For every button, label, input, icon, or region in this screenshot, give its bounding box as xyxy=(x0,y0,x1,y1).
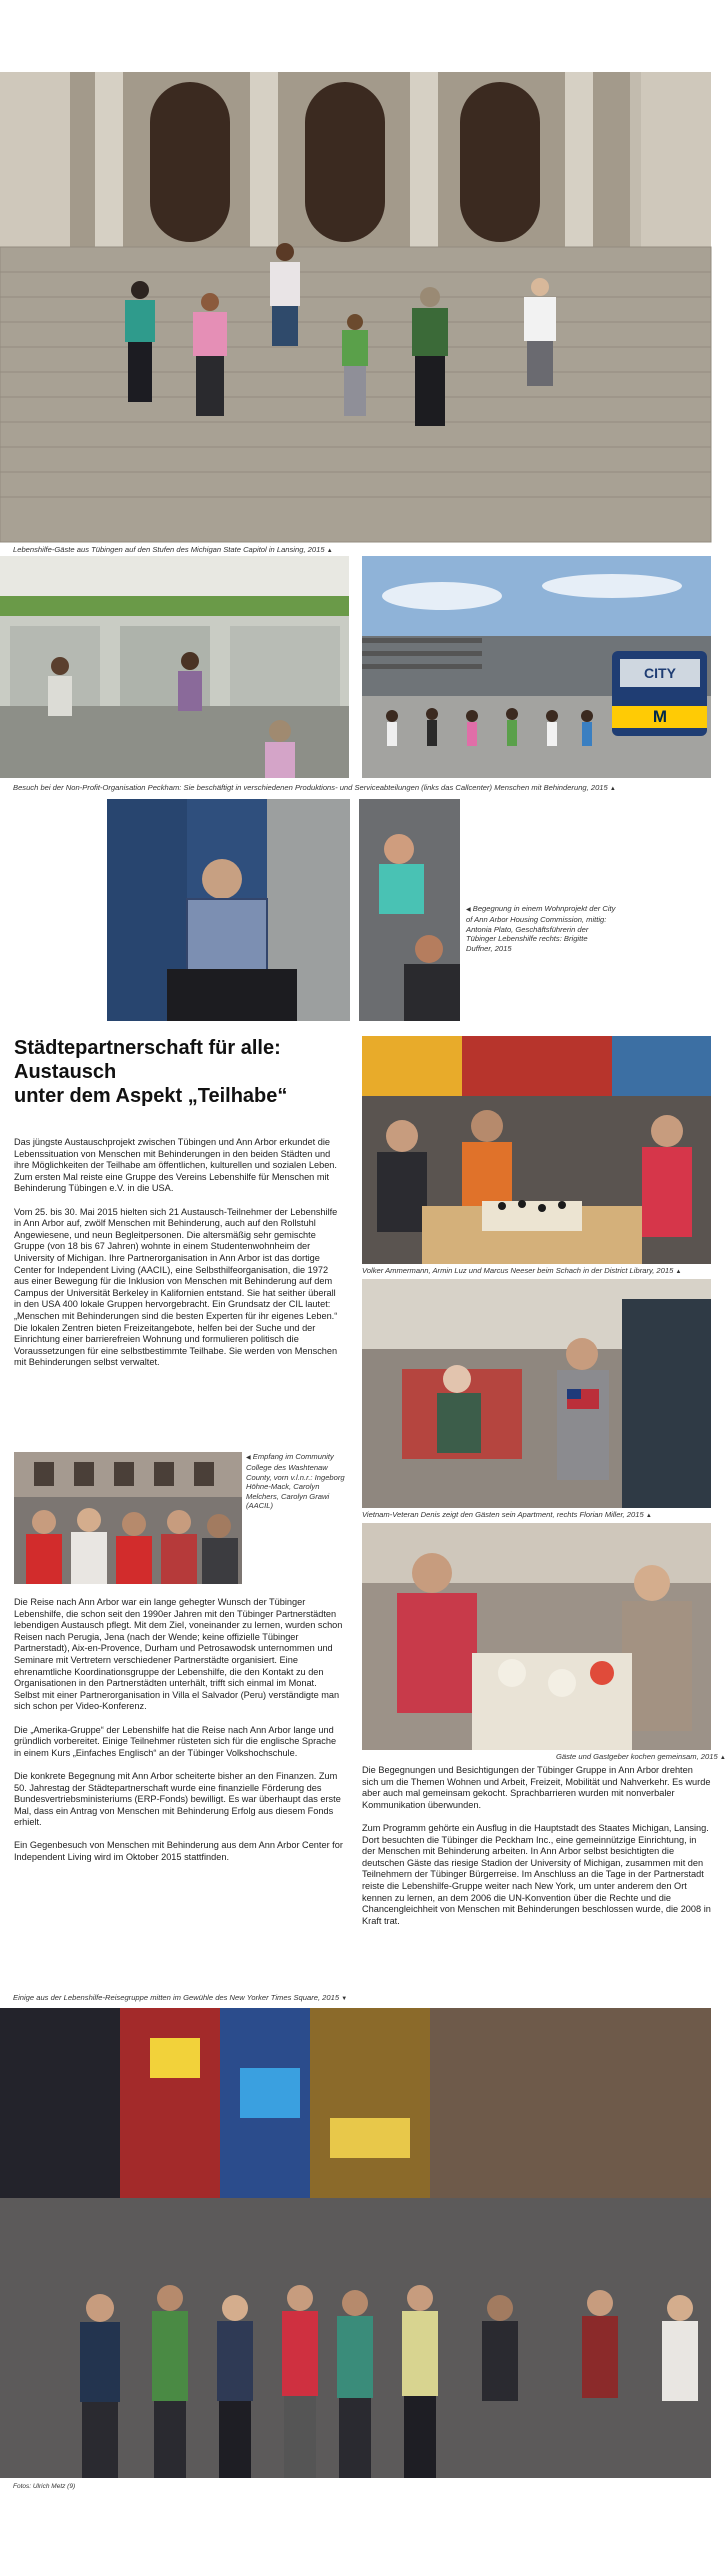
paragraph: Das jüngste Austauschprojekt zwischen Tübingen und Ann Arbor erkundet die Lebenssituation von Menschen mit Behinderungen in den beiden Städten und ihre Möglichkeiten der Teilhabe am öffentlichen, kulturellen und sozialen Leben. Zum ersten Mal reiste eine Gruppe des Vereins Lebenshilfe für Menschen mit Behinderung Tübingen e.V. in die USA. xyxy=(14,1137,337,1194)
veteran-photo xyxy=(362,1279,711,1508)
caption-arrow-icon: ◀ xyxy=(246,1455,251,1461)
article-body-left-1 xyxy=(14,1137,344,1380)
caption-housing-text: Begegnung in einem Wohnprojekt der City of Ann Arbor Housing Commission, mittig: Antonia Plato, Geschäftsführerin der Tübinger Lebenshilfe rechts: Brigitte Duffner, 2015 xyxy=(466,904,616,953)
caption-housing xyxy=(466,904,616,953)
times-square-photo xyxy=(0,2008,711,2478)
caption-veteran xyxy=(362,1510,652,1521)
caption-arrow-icon: ▲ xyxy=(326,548,333,554)
paragraph: Vom 25. bis 30. Mai 2015 hielten sich 21 Austausch-Teilnehmer der Lebenshilfe in Ann Arbor auf, zwölf Menschen mit Behinderung, auch auf den Rollstuhl Angewiesene, und neun Begleitpersonen. Die altersmäßig sehr gemischte Gruppe (von 18 bis 67 Jahren) wohnte in einem Studentenwohnheim der University of Michigan. Ihre Partnerorganisation in Ann Arbor ist das dortige Center for Independent Living (AACIL), eine Selbsthilfeorganisation, die 1972 aus einer Bewegung für die Inklusion von Menschen mit Behinderung auf dem Campus der Universität Berkeley in Kalifornien entstand. Sie hat seither überall in den USA 400 lokale Gruppen hervorgebracht. Ein Grundsatz der CIL lautet: „Menschen mit Behinderungen sind die besten Experten für ihr eigenes Leben.“ Die lokalen Zentren bieten Freizeitangebote, helfen bei der Suche und der Einrichtung einer barrierefreien Wohnung und formulieren politisch die Voraussetzungen für eine selbstbestimmte Teilhabe. Sie werden von Menschen mit Behinderungen selbst verwaltet. xyxy=(14,1206,338,1368)
caption-times-square xyxy=(13,1993,347,2004)
callcenter-photo xyxy=(0,556,349,778)
caption-cooking-text: Gäste und Gastgeber kochen gemeinsam, 2015 xyxy=(556,1752,718,1761)
caption-peckham-text: Besuch bei der Non-Profit-Organisation Peckham: Sie beschäftigt in verschiedenen Produktions- und Serviceabteilungen (links das Callcenter) Menschen mit Behinderung, 2015 xyxy=(13,783,608,792)
paragraph: Ein Gegenbesuch von Menschen mit Behinderung aus dem Ann Arbor Center for Independent Living wird im Oktober 2015 stattfinden. xyxy=(14,1840,343,1863)
caption-times-square-text: Einige aus der Lebenshilfe-Reisegruppe mitten im Gewühle des New Yorker Times Square, 2015 xyxy=(13,1993,340,2002)
caption-veteran-text: Vietnam-Veteran Denis zeigt den Gästen sein Apartment, rechts Florian Miller, 2015 xyxy=(362,1510,644,1519)
article-body-left-2 xyxy=(14,1597,344,1875)
paragraph: Die Begegnungen und Besichtigungen der Tübinger Gruppe in Ann Arbor drehten sich um die Themen Wohnen und Arbeit, Freizeit, Mobilität und Nahverkehr. Es wurde aber auch mal gemeinsam gekocht. Sprachbarrieren wurden mit nonverbaler Kommunikation überwunden. xyxy=(362,1765,711,1810)
chess-photo xyxy=(362,1036,711,1264)
headline-line-3: unter dem Aspekt „Teilhabe“ xyxy=(14,1085,288,1107)
caption-cooking xyxy=(556,1752,726,1763)
capitol-steps-photo xyxy=(0,72,711,542)
caption-arrow-icon: ▲ xyxy=(719,1755,726,1761)
headline-line-1: Städtepartnerschaft für alle: xyxy=(14,1037,281,1059)
housing-photo-left xyxy=(107,799,350,1021)
caption-peckham xyxy=(13,783,616,794)
caption-arrow-icon: ▲ xyxy=(609,786,616,792)
cooking-photo xyxy=(362,1523,711,1750)
housing-photo-right xyxy=(359,799,460,1021)
caption-arrow-icon: ▲ xyxy=(645,1513,652,1519)
caption-capitol xyxy=(13,545,333,556)
michigan-m-logo: M xyxy=(652,707,668,726)
article-body-right xyxy=(362,1765,711,1939)
reception-photo xyxy=(14,1452,242,1584)
paragraph: Die „Amerika-Gruppe“ der Lebenshilfe hat die Reise nach Ann Arbor lange und gründlich vorbereitet. Einige Teilnehmer rüsteten sich für die englische Sprache in einem Kurs „Einfaches Englisch“ an der Tübinger Volkshochschule. xyxy=(14,1724,337,1758)
photo-credit-text: Fotos: Ulrich Metz (9) xyxy=(13,2483,76,2490)
paragraph: Die Reise nach Ann Arbor war ein lange gehegter Wunsch der Tübinger Lebenshilfe, die schon seit den 1990er Jahren mit den Tübinger Partnerstädten lebendigen Austausch pflegt. Mit dem Ziel, voneinander zu lernen, wurden schon Reisen nach Perugia, Jena (nach der Wende; keine offizielle Tübinger Partnerstadt), Aix-en-Provence, Durham und Petrosawodsk unternommen und Seminare mit Vertretern verschiedener Partnerstädte organisiert. Eine ehrenamtliche Koordinationsgruppe der Lebenshilfe, die den Kontakt zu den Organisationen in den Partnerstädten unterhält, trifft sich einmal im Monat. Selbst mit einer Partnerorganisation in Villa el Salvador (Peru) verständigte man sich schon per Video-Konferenz. xyxy=(14,1597,343,1712)
headline-line-2: Austausch xyxy=(14,1061,117,1083)
caption-arrow-icon: ◀ xyxy=(466,907,471,913)
caption-arrow-icon: ▼ xyxy=(341,1996,348,2002)
article-headline xyxy=(14,1036,344,1108)
caption-reception xyxy=(246,1452,346,1510)
bus-photo xyxy=(362,556,711,778)
caption-capitol-text: Lebenshilfe-Gäste aus Tübingen auf den Stufen des Michigan State Capitol in Lansing, 2015 xyxy=(13,545,325,554)
paragraph: Die konkrete Begegnung mit Ann Arbor scheiterte bisher an den Finanzen. Zum 50. Jahrestag der Städtepartnerschaft wurde eine finanzielle Förderung des Bundesvertriebsministeriums (ERP-Fonds) bewilligt. Es war überhaupt das erste Mal, dass ein Antrag von Menschen mit Behinderung Erfolg aus diesem Fonds erhielt. xyxy=(14,1770,341,1828)
photo-credit xyxy=(13,2482,75,2491)
bus-destination-sign: CITY xyxy=(644,665,676,681)
caption-reception-text: Empfang im Community College des Washtenaw County, vorn v.l.n.r.: Ingeborg Höhne-Mack, Carolyn Melchers, Carolyn Grawi (AACIL) xyxy=(246,1452,345,1511)
paragraph: Zum Programm gehörte ein Ausflug in die Hauptstadt des Staates Michigan, Lansing. Dort besuchten die Tübinger die Peckham Inc., eine gemeinnützige Einrichtung, in der Menschen mit Behinderung arbeiten. In Ann Arbor selbst besichtigten die deutschen Gäste das riesige Stadion der University of Michigan, zusammen mit den Teilnehmern der Tübinger Bürgerreise. Im Anschluss an die Tage in der Partnerstadt reiste die Lebenshilfe-Gruppe weiter nach New York, um unter anderem den Ort kennen zu lernen, an dem 2006 die UN-Konvention über die Rechte und die Chancengleichheit von Menschen mit Behinderungen beschlossen wurde, die 2008 in Kraft trat. xyxy=(362,1822,711,1926)
caption-chess-text: Volker Ammermann, Armin Luz und Marcus Neeser beim Schach in der District Library, 2015 xyxy=(362,1266,674,1275)
caption-arrow-icon: ▲ xyxy=(675,1269,682,1275)
caption-chess xyxy=(362,1266,681,1277)
